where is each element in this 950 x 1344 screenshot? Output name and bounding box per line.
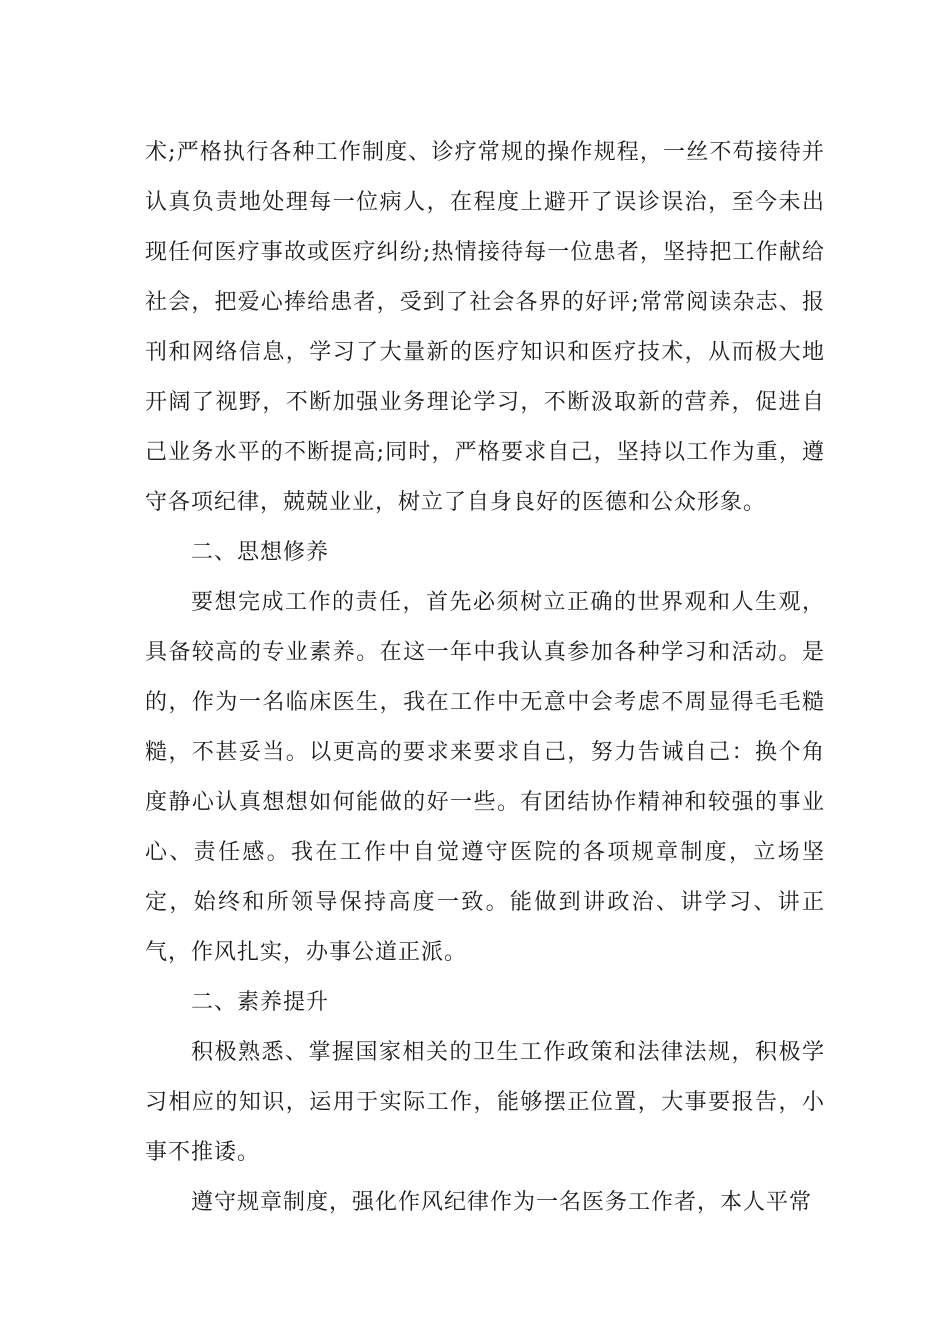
- paragraph-quality: 积极熟悉、掌握国家相关的卫生工作政策和法律法规，积极学习相应的知识，运用于实际工作，能够摆正位置，大事要报告，小事不推诿。: [145, 1040, 825, 1165]
- paragraph-ideology: 要想完成工作的责任，首先必须树立正确的世界观和人生观，具备较高的专业素养。在这一年中我认真参加各种学习和活动。是的，作为一名临床医生，我在工作中无意中会考虑不周显得毛毛糙糙，不甚妥当。以更高的要求来要求自己，努力告诫自己：换个角度静心认真想想如何能做的好一些。有团结协作精神和较强的事业心、责任感。我在工作中自觉遵守医院的各项规章制度，立场坚定，始终和所领导保持高度一致。能做到讲政治、讲学习、讲正气，作风扎实，办事公道正派。: [145, 590, 825, 965]
- section-heading-ideology: 二、思想修养: [191, 540, 330, 565]
- document-page: [145, 128, 825, 1228]
- paragraph-discipline: 遵守规章制度，强化作风纪律作为一名医务工作者，本人平常: [191, 1190, 813, 1215]
- section-heading-quality: 二、素养提升: [191, 990, 330, 1015]
- paragraph-continuation: 术;严格执行各种工作制度、诊疗常规的操作规程，一丝不苟接待并认真负责地处理每一位病人，在程度上避开了误诊误治，至今未出现任何医疗事故或医疗纠纷;热情接待每一位患者，坚持把工作献给社会，把爱心捧给患者，受到了社会各界的好评;常常阅读杂志、报刊和网络信息，学习了大量新的医疗知识和医疗技术，从而极大地开阔了视野，不断加强业务理论学习，不断汲取新的营养，促进自己业务水平的不断提高;同时，严格要求自己，坚持以工作为重，遵守各项纪律，兢兢业业，树立了自身良好的医德和公众形象。: [145, 140, 825, 515]
